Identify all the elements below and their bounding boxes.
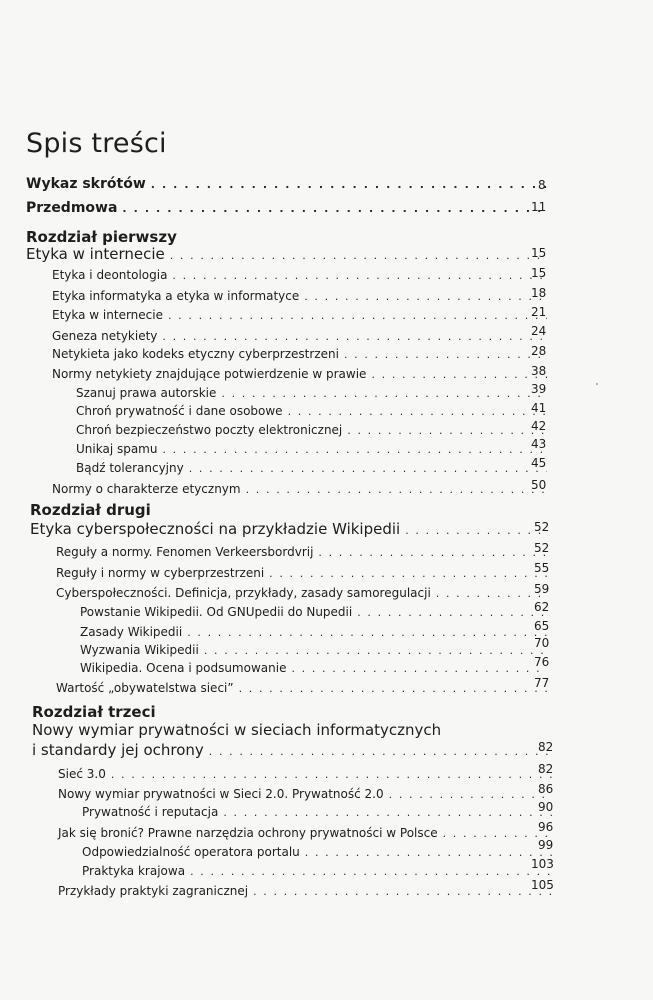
toc-entry-page: 43 [531,437,547,451]
dot-leader [111,768,552,781]
toc-entry-label: Wykaz skrótów [26,176,146,192]
dot-leader [305,846,552,859]
toc-entry[interactable] [52,347,553,361]
dot-leader [405,524,547,537]
dot-leader [204,644,547,657]
toc-entry[interactable] [58,884,558,898]
toc-entry-label: Jak się bronić? Prawne narzędzia ochrony prywatności w Polsce [58,826,438,840]
toc-subentry[interactable] [80,625,553,639]
dot-leader [190,865,552,878]
toc-entry[interactable] [52,329,553,343]
toc-entry-page: 59 [534,582,550,596]
toc-entry-label: Etyka informatyka a etyka w informatyce [52,289,300,303]
toc-entry[interactable] [56,566,553,580]
toc-subentry[interactable] [76,386,553,400]
toc-entry-label: Normy netykiety znajdujące potwierdzenie w prawie [52,367,367,381]
dot-leader [269,567,547,580]
toc-chapter-title[interactable] [32,741,558,759]
toc-entry-label: Unikaj spamu [76,442,158,456]
toc-subentry[interactable] [76,442,553,456]
toc-entry[interactable] [56,681,553,695]
toc-subentry[interactable] [82,845,558,859]
dot-leader [122,202,547,215]
toc-entry-label: Przykłady praktyki zagranicznej [58,884,249,898]
toc-entry[interactable] [52,289,553,303]
toc-entry-page: 45 [531,456,547,470]
toc-entry-label: Praktyka krajowa [82,864,186,878]
toc-subentry[interactable] [76,404,553,418]
dot-leader [189,462,547,475]
toc-entry-page: 39 [531,382,547,396]
toc-entry-label: Etyka w internecie [52,308,163,322]
toc-entry-label: Szanuj prawa autorskie [76,386,217,400]
toc-subentry[interactable] [82,864,558,878]
toc-subentry[interactable] [76,461,553,475]
dot-leader [239,682,547,695]
toc-entry-label: Prywatność i reputacja [82,805,219,819]
page-title: Spis treści [26,128,167,159]
toc-entry-label: Etyka i deontologia [52,268,168,282]
dot-leader [304,290,547,303]
toc-entry-page: 103 [531,857,554,871]
chapter-heading: Rozdział pierwszy [26,228,177,246]
toc-entry-page: 41 [531,401,547,415]
chapter-heading: Rozdział trzeci [32,703,156,721]
toc-entry[interactable] [56,586,553,600]
toc-entry-page: 8 [538,178,546,192]
dot-leader [357,606,547,619]
toc-entry-page: 50 [531,478,547,492]
toc-entry-label: Wartość „obywatelstwa sieci” [56,681,234,695]
dot-leader [172,269,547,282]
toc-entry[interactable] [58,826,558,840]
dot-leader [443,827,552,840]
toc-entry-label: Netykieta jako kodeks etyczny cyberprzestrzeni [52,347,339,361]
toc-subentry[interactable] [80,605,553,619]
toc-entry[interactable] [26,200,553,216]
toc-entry[interactable] [52,482,553,496]
toc-entry-label: Etyka cyberspołeczności na przykładzie Wikipedii [30,520,401,538]
toc-entry-page: 42 [531,419,547,433]
dot-leader [221,387,547,400]
toc-entry-page: 65 [534,619,550,633]
toc-entry-page: 99 [538,838,554,852]
toc-entry[interactable] [58,767,558,781]
dot-leader [344,348,547,361]
dot-leader [187,626,547,639]
toc-entry-page: 38 [531,364,547,378]
toc-entry-label: Cyberspołeczności. Definicja, przykłady, zasady samoregulacji [56,586,431,600]
toc-entry-page: 70 [534,636,550,650]
toc-chapter-title[interactable] [26,245,553,263]
toc-entry[interactable] [58,787,558,801]
toc-entry[interactable] [52,367,553,381]
toc-entry-page: 28 [531,344,547,358]
toc-subentry[interactable] [80,643,553,657]
toc-subentry[interactable] [76,423,553,437]
toc-entry-page: 52 [534,520,550,534]
toc-entry-label: i standardy jej ochrony [32,741,204,759]
toc-entry-label: Wikipedia. Ocena i podsumowanie [80,661,287,675]
toc-entry-page: 77 [534,676,550,690]
dot-leader [436,587,547,600]
dot-leader [170,249,547,262]
dot-leader [291,662,547,675]
dot-leader [162,443,547,456]
toc-entry-page: 96 [538,820,554,834]
toc-entry-label: Nowy wymiar prywatności w Sieci 2.0. Prywatność 2.0 [58,787,384,801]
toc-entry-label: Wyzwania Wikipedii [80,643,199,657]
toc-entry-page: 15 [531,246,547,260]
dot-leader [209,745,552,758]
toc-entry-label: Bądź tolerancyjny [76,461,184,475]
toc-entry[interactable] [52,308,553,322]
toc-subentry[interactable] [82,805,558,819]
dot-leader [223,806,552,819]
dot-leader [288,405,547,418]
toc-entry[interactable] [52,268,553,282]
toc-entry-page: 82 [538,762,554,776]
dot-leader [151,178,547,191]
dot-leader [318,546,547,559]
toc-chapter-title-line1[interactable]: Nowy wymiar prywatności w sieciach informatycznych [32,721,442,739]
toc-entry-page: 86 [538,782,554,796]
toc-chapter-title[interactable] [30,520,553,538]
toc-entry-page: 11 [531,200,547,214]
toc-entry[interactable] [56,545,553,559]
toc-entry-label: Geneza netykiety [52,329,158,343]
toc-entry[interactable] [26,176,553,192]
toc-entry-page: 15 [531,266,547,280]
dot-leader [162,330,547,343]
paper-speck [596,383,598,385]
toc-entry-label: Powstanie Wikipedii. Od GNUpedii do Nupedii [80,605,353,619]
toc-entry-page: 55 [534,561,550,575]
toc-entry-page: 90 [538,800,554,814]
toc-entry-label: Reguły a normy. Fenomen Verkeersbordvrij [56,545,314,559]
toc-entry-page: 24 [531,324,547,338]
dot-leader [246,483,547,496]
toc-subentry[interactable] [80,661,553,675]
toc-entry-label: Chroń prywatność i dane osobowe [76,404,283,418]
toc-entry-page: 105 [531,878,554,892]
toc-entry-label: Sieć 3.0 [58,767,106,781]
dot-leader [253,885,552,898]
toc-entry-label: Przedmowa [26,200,118,216]
dot-leader [389,788,552,801]
chapter-heading: Rozdział drugi [30,501,151,519]
toc-entry-label: Etyka w internecie [26,245,165,263]
toc-entry-page: 62 [534,600,550,614]
toc-entry-page: 18 [531,286,547,300]
toc-entry-label: Odpowiedzialność operatora portalu [82,845,300,859]
dot-leader [371,368,547,381]
toc-entry-label: Chroń bezpieczeństwo poczty elektronicznej [76,423,343,437]
toc-entry-page: 21 [531,305,547,319]
dot-leader [347,424,547,437]
toc-entry-page: 52 [534,541,550,555]
toc-entry-page: 76 [534,655,550,669]
toc-entry-page: 82 [538,740,554,754]
dot-leader [168,309,547,322]
toc-entry-label: Zasady Wikipedii [80,625,183,639]
toc-entry-label: Normy o charakterze etycznym [52,482,241,496]
toc-entry-label: Reguły i normy w cyberprzestrzeni [56,566,265,580]
